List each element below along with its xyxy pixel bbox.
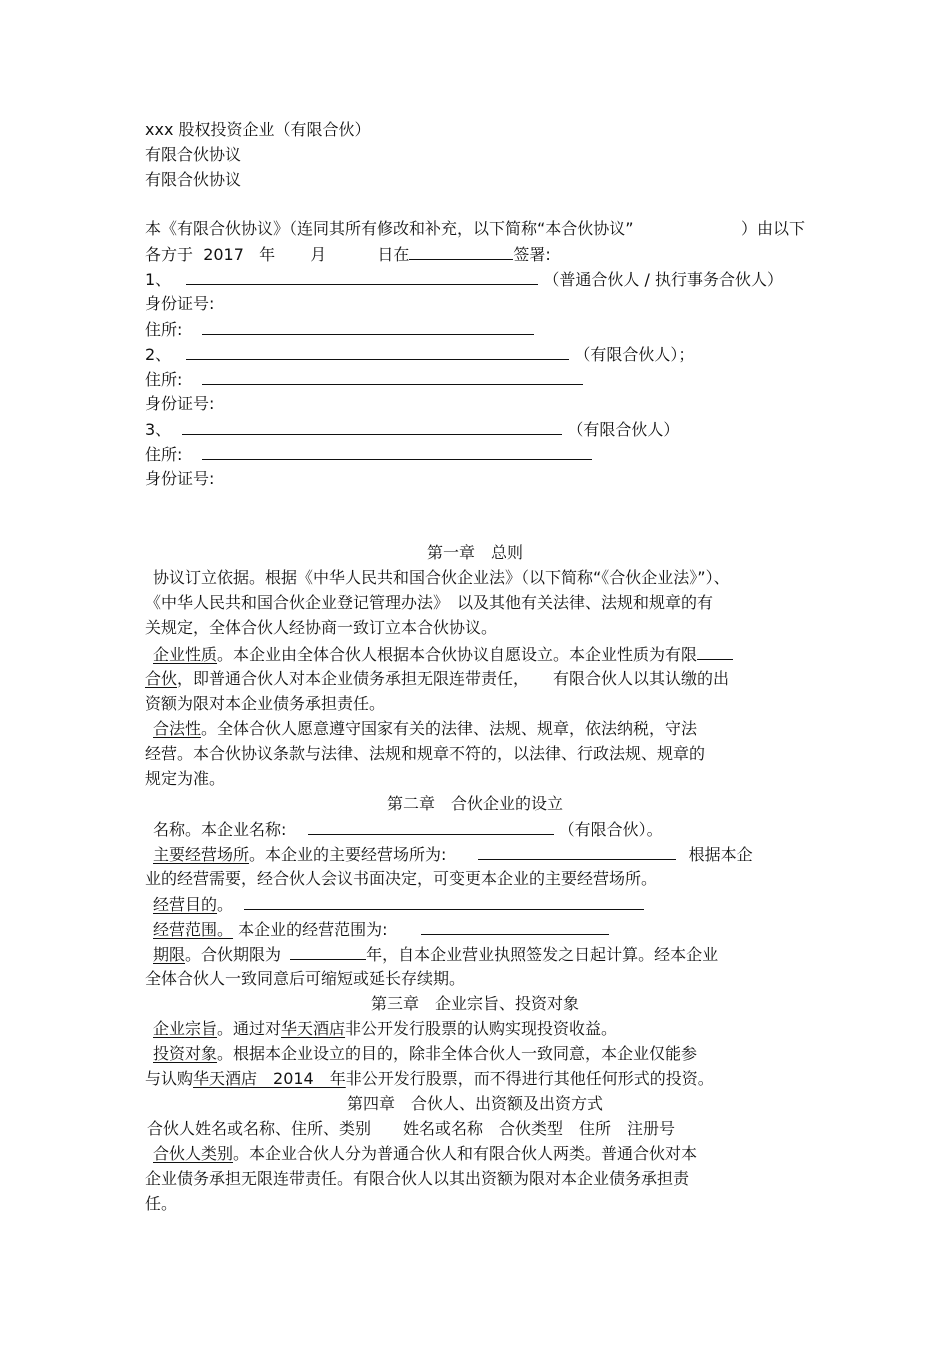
article-name-line: 名称。本企业名称: （有限合伙）。 (153, 820, 663, 839)
party-1-address-blank (202, 318, 534, 335)
article-legality-line-2: 经营。本合伙协议条款与法律、法规和规章不符的，以法律、行政法规、规章的 (145, 744, 706, 763)
doc-subtitle: 有限合伙协议 (145, 145, 242, 164)
party-3-name-blank (182, 418, 562, 435)
article-term-line-1: 期限。合伙期限为 年，自本企业营业执照签发之日起计算。经本企业 (153, 945, 719, 964)
party-2-id: 身份证号: (145, 394, 215, 413)
chapter-3-title: 第三章 企业宗旨、投资对象 (370, 994, 579, 1013)
party-3-address-blank (202, 443, 592, 460)
party-2-address-blank (202, 368, 583, 385)
business-place-blank (478, 843, 676, 860)
party-3-address: 住所: (145, 443, 592, 467)
article-nature-line-3: 资额为限对本企业债务承担责任。 (145, 694, 386, 713)
intro-line-2: 各方于 2017 年 月 日在 签署: (145, 245, 551, 264)
party-1-address: 住所: (145, 318, 534, 342)
article-category-line-1: 合伙人类别。本企业合伙人分为普通合伙人和有限合伙人两类。普通合伙对本 (153, 1144, 698, 1163)
signing-year: 2017 (203, 245, 244, 264)
party-2-name-blank (186, 343, 569, 360)
partner-table-header: 合伙人姓名或名称、住所、类别 姓名或名称 合伙类型 住所 注册号 (147, 1119, 676, 1138)
chapter-2-title: 第二章 合伙企业的设立 (386, 794, 563, 813)
party-2-line: 2、 （有限合伙人）； (145, 345, 695, 364)
article-aim-line: 企业宗旨。通过对华天酒店非公开发行股票的认购实现投资收益。 (153, 1019, 618, 1038)
party-1-name-blank (186, 268, 538, 285)
party-3-line: 3、 （有限合伙人） (145, 420, 680, 439)
article-category-line-3: 任。 (145, 1194, 178, 1213)
chapter-1-title: 第一章 总则 (426, 543, 523, 562)
article-term-line-2: 全体合伙人一致同意后可缩短或延长存续期。 (145, 969, 466, 988)
chapter-4-title: 第四章 合伙人、出资额及出资方式 (346, 1094, 603, 1113)
article-nature-line-2: 合伙，即普通合伙人对本企业债务承担无限连带责任， 有限合伙人以其认缴的出 (145, 669, 730, 688)
intro-line-1: 本《有限合伙协议》（连同其所有修改和补充，以下简称“本合伙协议” ）由以下 (145, 219, 805, 238)
signing-place-blank (409, 243, 513, 260)
article-basis-line-3: 关规定，全体合伙人经协商一致订立本合伙协议。 (145, 618, 498, 637)
article-purpose-line: 经营目的。 (145, 893, 644, 917)
party-3-id: 身份证号: (145, 469, 215, 488)
article-target-line-1: 投资对象。根据本企业设立的目的，除非全体合伙人一致同意，本企业仅能参 (153, 1044, 698, 1063)
party-1-id: 身份证号: (145, 294, 215, 313)
article-target-line-2: 与认购华天酒店 2014 年非公开发行股票，而不得进行其他任何形式的投资。 (145, 1069, 714, 1088)
article-nature-line-1: 企业性质。本企业由全体合伙人根据本合伙协议自愿设立。本企业性质为有限 (145, 643, 805, 667)
party-1-line: 1、 （普通合伙人 / 执行事务合伙人） (145, 270, 783, 289)
company-title: xxx 股权投资企业（有限合伙） (145, 120, 371, 139)
article-legality-line-1: 合法性。全体合伙人愿意遵守国家有关的法律、法规、规章，依法纳税，守法 (153, 719, 698, 738)
business-scope-blank (421, 918, 609, 935)
doc-subtitle-repeat: 有限合伙协议 (145, 170, 242, 189)
enterprise-name-blank (308, 818, 554, 835)
article-scope-line: 经营范围。 本企业的经营范围为: (145, 918, 609, 942)
article-basis-line-2: 《中华人民共和国合伙企业登记管理办法》 以及其他有关法律、法规和规章的有 (145, 593, 714, 612)
article-category-line-2: 企业债务承担无限连带责任。有限合伙人以其出资额为限对本企业债务承担责 (145, 1169, 690, 1188)
business-purpose-blank (244, 893, 644, 910)
article-basis-line-1: 协议订立依据。根据《中华人民共和国合伙企业法》（以下简称“《合伙企业法》”）、 (153, 568, 730, 587)
term-years-blank (290, 943, 366, 960)
article-place-line-1: 主要经营场所。本企业的主要经营场所为: 根据本企 (153, 845, 753, 864)
article-legality-line-3: 规定为准。 (145, 769, 226, 788)
article-place-line-2: 业的经营需要，经合伙人会议书面决定，可变更本企业的主要经营场所。 (145, 869, 658, 888)
party-2-address: 住所: (145, 368, 583, 392)
